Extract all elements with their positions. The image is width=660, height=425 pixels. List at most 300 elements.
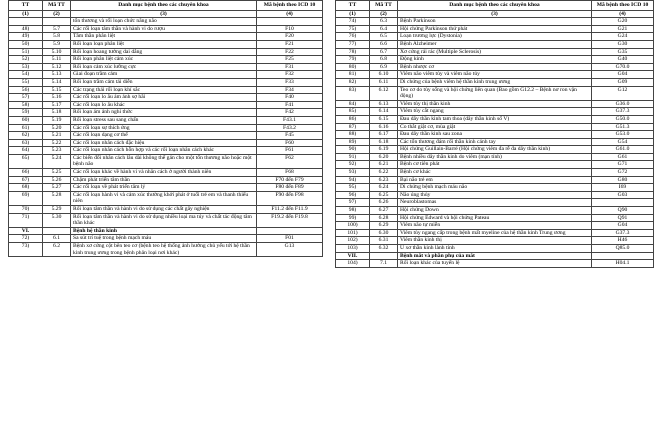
row-disease-name: Hội chứng Guillain-Barré (Hội chứng viêm đa rễ đa dây thần kinh) [398,146,592,154]
row-disease-name: Bệnh Parkinson [398,18,592,26]
table-row [336,260,654,268]
table-row [9,169,323,177]
row-icd-code: F43.1 [257,116,323,124]
row-ma-tt: 6.27 [370,207,398,215]
row-ma-tt: 6.17 [370,131,398,139]
row-tt: 67) [9,176,43,184]
row-tt: 80) [336,63,370,71]
row-ma-tt: 6.11 [370,78,398,86]
row-icd-code [257,227,323,235]
row-disease-name: Bệnh Alzheimer [398,40,592,48]
table-row [9,25,323,33]
row-tt: 51) [9,48,43,56]
row-disease-name: Các rối loạn lo âu khác [71,101,257,109]
table-row [9,33,323,41]
row-disease-name: Các rối loạn nhân cách đặc hiệu [71,139,257,147]
table-row [336,245,654,253]
row-icd-code: G30 [592,40,654,48]
row-disease-name: Rối loạn loạn phân liệt [71,40,257,48]
row-disease-name: Di chứng của bệnh viêm hệ thần kinh trung ương [398,78,592,86]
table-row [336,184,654,192]
table-row [336,191,654,199]
table-row [336,63,654,71]
danh-muc-header: Danh mục bệnh theo các chuyên khoa [398,1,592,11]
row-ma-tt [43,18,71,26]
row-tt: 74) [336,18,370,26]
row-disease-name: Rối loạn tâm thần và hành vi do sử dụng nhiều loại ma túy và chất tác động tâm thần khác [71,213,257,227]
row-icd-code: H04.1 [592,260,654,268]
row-disease-name: Di chứng bệnh mạch máu não [398,184,592,192]
row-tt: 98) [336,207,370,215]
row-ma-tt: 6.31 [370,237,398,245]
row-ma-tt: 6.19 [370,146,398,154]
row-disease-name: Các tổn thương đám rối thần kinh cánh tay [398,138,592,146]
row-icd-code: H46 [592,237,654,245]
row-tt: 71) [9,213,43,227]
row-tt: 104) [336,260,370,268]
row-icd-code: F32 [257,71,323,79]
row-icd-code: G21 [592,25,654,33]
row-disease-name: Rối loạn tâm thần và hành vi do sử dụng các chất gây nghiện [71,206,257,214]
table-row [336,222,654,230]
row-tt: 87) [336,123,370,131]
row-icd-code: F21 [257,40,323,48]
row-ma-tt: 5.14 [43,78,71,86]
row-ma-tt: 5.25 [43,169,71,177]
row-disease-name: Đau dây thần kinh tam thoa (dây thần kinh số V) [398,115,592,123]
row-disease-name: Bệnh nhiều dây thần kinh do viêm (mạn tính) [398,153,592,161]
table-row [336,18,654,26]
row-icd-code: F20 [257,33,323,41]
row-icd-code: G04 [592,222,654,230]
table-row [336,138,654,146]
col-number: (1) [9,10,43,18]
row-ma-tt: 6.26 [370,199,398,207]
row-disease-name: Rối loạn stress sau sang chấn [71,116,257,124]
row-ma-tt: 5.19 [43,116,71,124]
row-ma-tt: 5.26 [43,176,71,184]
table-row [9,116,323,124]
row-tt [9,18,43,26]
row-tt: 102) [336,237,370,245]
row-disease-name: Chậm phát triển tâm thần [71,176,257,184]
row-icd-code: F22 [257,48,323,56]
row-ma-tt: 6.8 [370,56,398,64]
row-icd-code: F41 [257,101,323,109]
row-disease-name: Các biến đổi nhân cách lâu dài không thể gán cho một tổn thương não hoặc một bệnh não [71,154,257,168]
row-ma-tt: 5.23 [43,147,71,155]
row-ma-tt: 5.30 [43,213,71,227]
row-tt: 64) [9,147,43,155]
row-ma-tt: 5.20 [43,124,71,132]
row-tt: 77) [336,40,370,48]
row-icd-code: F31 [257,63,323,71]
row-tt: 60) [9,116,43,124]
table-row [336,214,654,222]
row-disease-name: Hội chứng Parkinson thứ phát [398,25,592,33]
col-number: (3) [398,10,592,18]
row-disease-name: Teo cơ do tủy sống và hội chứng liên quan (Bao gồm G12.2 – Bệnh nơ ron vận động) [398,86,592,100]
table-header-row [336,1,654,11]
row-icd-code: F01 [257,235,323,243]
table-row [336,199,654,207]
row-tt: 79) [336,56,370,64]
table-row [336,48,654,56]
row-tt: 85) [336,108,370,116]
row-disease-name: Viêm tủy thị thần kinh [398,100,592,108]
row-icd-code: G51.3 [592,123,654,131]
row-icd-code: G20 [592,18,654,26]
row-disease-name: Các rối loạn nhân cách hỗn hợp và các rối loạn nhân cách khác [71,147,257,155]
row-ma-tt: 5.12 [43,63,71,71]
row-ma-tt: 6.30 [370,229,398,237]
row-ma-tt: 6.16 [370,123,398,131]
tt-header: TT [9,1,43,11]
row-icd-code: G37.3 [592,229,654,237]
row-icd-code: F62 [257,154,323,168]
row-tt: 62) [9,132,43,140]
table-row [9,191,323,205]
row-disease-name: Não úng thủy [398,191,592,199]
row-disease-name: Bệnh cơ khác [398,169,592,177]
row-tt: 93) [336,169,370,177]
table-row [9,109,323,117]
table-row [336,115,654,123]
row-ma-tt: 6.12 [370,86,398,100]
row-icd-code: G12 [592,86,654,100]
column-number-row [336,10,654,18]
row-tt: 91) [336,153,370,161]
row-icd-code: F61 [257,147,323,155]
row-icd-code: F10 [257,25,323,33]
row-ma-tt: 6.25 [370,191,398,199]
row-disease-name: Bệnh xơ cứng cột bên teo cơ (bệnh teo hệ thống ảnh hưởng chủ yếu tới hệ thần kinh trung ương trong bệnh phân loại nơi khác) [71,243,257,257]
row-tt: 48) [9,25,43,33]
table-row [336,86,654,100]
row-icd-code [592,199,654,207]
table-row [9,176,323,184]
row-disease-name: Viêm tủy cắt ngang [398,108,592,116]
row-tt: 103) [336,245,370,253]
row-tt: 49) [9,33,43,41]
table-row [336,169,654,177]
row-tt: VII. [336,252,370,260]
table-row [336,100,654,108]
row-ma-tt: 6.32 [370,245,398,253]
row-tt: 56) [9,86,43,94]
row-tt: VI. [9,227,43,235]
row-icd-code: Q91 [592,214,654,222]
row-ma-tt: 5.29 [43,206,71,214]
table-row [9,94,323,102]
table-row [336,33,654,41]
row-disease-name: Bệnh cơ tiên phát [398,161,592,169]
row-ma-tt: 6.10 [370,71,398,79]
row-icd-code: F90 đến F98 [257,191,323,205]
table-row [9,63,323,71]
row-ma-tt: 5.10 [43,48,71,56]
col-number: (1) [336,10,370,18]
row-disease-name: Co thắt giật cơ, mùa giật [398,123,592,131]
row-ma-tt: 6.15 [370,115,398,123]
table-row [9,124,323,132]
row-tt: 82) [336,78,370,86]
row-icd-code: F33 [257,78,323,86]
table-header-row [9,1,323,11]
table-row [9,154,323,168]
row-ma-tt: 6.24 [370,184,398,192]
row-ma-tt: 5.11 [43,56,71,64]
col-number: (4) [592,10,654,18]
table-row [9,227,323,235]
row-tt: 86) [336,115,370,123]
row-icd-code: F11.2 đến F11.9 [257,206,323,214]
row-disease-name: Rối loạn ám ảnh nghi thức [71,109,257,117]
row-tt: 50) [9,40,43,48]
row-tt: 66) [9,169,43,177]
row-icd-code: G71 [592,161,654,169]
table-row [336,146,654,154]
col-number: (2) [370,10,398,18]
table-row [336,207,654,215]
row-disease-name: U xơ thần kinh lành tính [398,245,592,253]
row-tt: 83) [336,86,370,100]
row-icd-code [592,252,654,260]
row-tt: 68) [9,184,43,192]
row-ma-tt [43,227,71,235]
row-disease-name: Hội chứng Edward và hội chứng Pateau [398,214,592,222]
table-row [9,235,323,243]
row-tt: 92) [336,161,370,169]
row-tt: 100) [336,222,370,230]
ma-tt-header: Mã TT [370,1,398,11]
table-row [336,78,654,86]
row-tt: 90) [336,146,370,154]
tt-header: TT [336,1,370,11]
row-icd-code: F40 [257,94,323,102]
row-tt: 78) [336,48,370,56]
row-icd-code: G37.3 [592,108,654,116]
row-disease-name: Bệnh mắt và phần phụ của mắt [398,252,592,260]
table-row [9,132,323,140]
table-row [9,18,323,26]
row-ma-tt: 6.21 [370,161,398,169]
row-disease-name: Bệnh hệ thần kinh [71,227,257,235]
row-ma-tt: 5.27 [43,184,71,192]
table-row [9,139,323,147]
row-icd-code: F45 [257,132,323,140]
row-disease-name: Rối loạn phân liệt cảm xúc [71,56,257,64]
row-ma-tt: 6.14 [370,108,398,116]
row-icd-code: G36.0 [592,100,654,108]
ma-icd-header: Mã bệnh theo ICD 10 [257,1,323,11]
left-table-body [9,18,323,257]
row-ma-tt: 5.18 [43,109,71,117]
row-tt: 61) [9,124,43,132]
row-tt: 81) [336,71,370,79]
table-row [9,213,323,227]
row-icd-code: Q90 [592,207,654,215]
row-disease-name: Neuroblastomas [398,199,592,207]
row-disease-name: Rối loạn hoang tưởng dai dẳng [71,48,257,56]
row-disease-name: Viêm tủy ngang cấp trong bệnh mất myeline của hệ thần kinh Trung ương [398,229,592,237]
table-row [9,206,323,214]
row-disease-name: Rối loạn trầm cảm tái diễn [71,78,257,86]
row-ma-tt: 5.21 [43,132,71,140]
row-disease-name: Tâm thần phân liệt [71,33,257,41]
row-disease-name: Loạn trương lực (Dystonia) [398,33,592,41]
row-ma-tt: 6.29 [370,222,398,230]
row-ma-tt: 6.5 [370,33,398,41]
row-tt: 58) [9,101,43,109]
row-tt: 76) [336,33,370,41]
table-row [336,237,654,245]
row-icd-code: F43.2 [257,124,323,132]
row-tt: 101) [336,229,370,237]
col-number: (4) [257,10,323,18]
row-ma-tt: 6.28 [370,214,398,222]
row-icd-code: F34 [257,86,323,94]
row-tt: 54) [9,71,43,79]
row-disease-name: Các rối loạn về phát triển tâm lý [71,184,257,192]
row-disease-name: Các rối loạn tâm thần và hành vi do rượu [71,25,257,33]
table-row [336,161,654,169]
table-row [9,147,323,155]
row-disease-name: Các rối loạn dạng cơ thể [71,132,257,140]
row-icd-code: G35 [592,48,654,56]
table-row [9,40,323,48]
row-ma-tt: 5.24 [43,154,71,168]
row-icd-code: F80 đến F89 [257,184,323,192]
table-row [336,123,654,131]
row-icd-code: F68 [257,169,323,177]
row-disease-name: Rối loạn cảm xúc lưỡng cực [71,63,257,71]
row-ma-tt: 5.8 [43,33,71,41]
table-row [336,131,654,139]
table-row [336,108,654,116]
row-icd-code: F19.2 đến F19.8 [257,213,323,227]
row-tt: 72) [9,235,43,243]
row-ma-tt: 5.7 [43,25,71,33]
table-row [9,243,323,257]
row-icd-code: G70.0 [592,63,654,71]
row-disease-name: Các rối loạn lo âu ám ảnh sợ hãi [71,94,257,102]
row-disease-name: Động kinh [398,56,592,64]
row-icd-code: G53.0 [592,131,654,139]
row-icd-code: F42 [257,109,323,117]
ma-icd-header: Mã bệnh theo ICD 10 [592,1,654,11]
row-icd-code: G54 [592,138,654,146]
table-row [336,229,654,237]
col-number: (3) [71,10,257,18]
row-ma-tt: 6.22 [370,169,398,177]
row-tt: 73) [9,243,43,257]
row-tt: 69) [9,191,43,205]
row-disease-name: Viêm não tự miễn [398,222,592,230]
row-ma-tt: 5.28 [43,191,71,205]
row-ma-tt: 7.1 [370,260,398,268]
row-ma-tt: 5.13 [43,71,71,79]
row-icd-code: F25 [257,56,323,64]
row-icd-code: G09 [592,78,654,86]
row-ma-tt: 6.2 [43,243,71,257]
row-ma-tt: 6.1 [43,235,71,243]
table-row [336,153,654,161]
row-ma-tt: 5.22 [43,139,71,147]
row-disease-name: Các trạng thái rối loạn khí sắc [71,86,257,94]
row-icd-code: G72 [592,169,654,177]
row-icd-code: G03 [592,191,654,199]
row-tt: 70) [9,206,43,214]
row-ma-tt: 5.15 [43,86,71,94]
row-tt: 75) [336,25,370,33]
row-disease-name: Rối loạn khác của tuyến lệ [398,260,592,268]
column-number-row [9,10,323,18]
row-icd-code: G80 [592,176,654,184]
row-ma-tt: 6.7 [370,48,398,56]
row-icd-code [257,18,323,26]
row-icd-code: F70 đến F79 [257,176,323,184]
row-tt: 89) [336,138,370,146]
table-row [9,86,323,94]
row-icd-code: F60 [257,139,323,147]
row-tt: 95) [336,184,370,192]
row-disease-name: Xơ cứng rải rác (Multiple Sclerosis) [398,48,592,56]
row-icd-code: G61.0 [592,146,654,154]
row-tt: 57) [9,94,43,102]
row-tt: 96) [336,191,370,199]
row-tt: 97) [336,199,370,207]
row-ma-tt: 6.9 [370,63,398,71]
row-icd-code: G04 [592,71,654,79]
row-disease-name: Các rối loạn khác về hành vi và nhân cách ở người thành niên [71,169,257,177]
row-tt: 53) [9,63,43,71]
table-row [9,184,323,192]
right-icd-table [335,0,654,268]
row-disease-name: Viêm não viêm tủy và viêm não tủy [398,71,592,79]
table-row [336,25,654,33]
table-row [336,176,654,184]
table-row [9,78,323,86]
row-icd-code: Q85.0 [592,245,654,253]
col-number: (2) [43,10,71,18]
row-ma-tt: 6.13 [370,100,398,108]
row-disease-name: Bệnh nhược cơ [398,63,592,71]
row-disease-name: Giai đoạn trầm cảm [71,71,257,79]
row-ma-tt: 5.16 [43,94,71,102]
row-ma-tt: 5.17 [43,101,71,109]
table-row [9,48,323,56]
row-icd-code: G40 [592,56,654,64]
table-row [336,56,654,64]
danh-muc-header: Danh mục bệnh theo các chuyên khoa [71,1,257,11]
row-tt: 65) [9,154,43,168]
table-row [9,56,323,64]
left-icd-table [8,0,323,257]
row-disease-name: Viêm thần kinh thị [398,237,592,245]
row-tt: 84) [336,100,370,108]
row-disease-name: Các rối loạn sự thích ứng [71,124,257,132]
row-tt: 55) [9,78,43,86]
row-tt: 99) [336,214,370,222]
table-row [336,40,654,48]
row-disease-name: Hội chứng Down [398,207,592,215]
table-row [336,71,654,79]
row-disease-name: Bại não trẻ em [398,176,592,184]
row-ma-tt: 6.20 [370,153,398,161]
row-icd-code: G50.0 [592,115,654,123]
row-icd-code: G61 [592,153,654,161]
